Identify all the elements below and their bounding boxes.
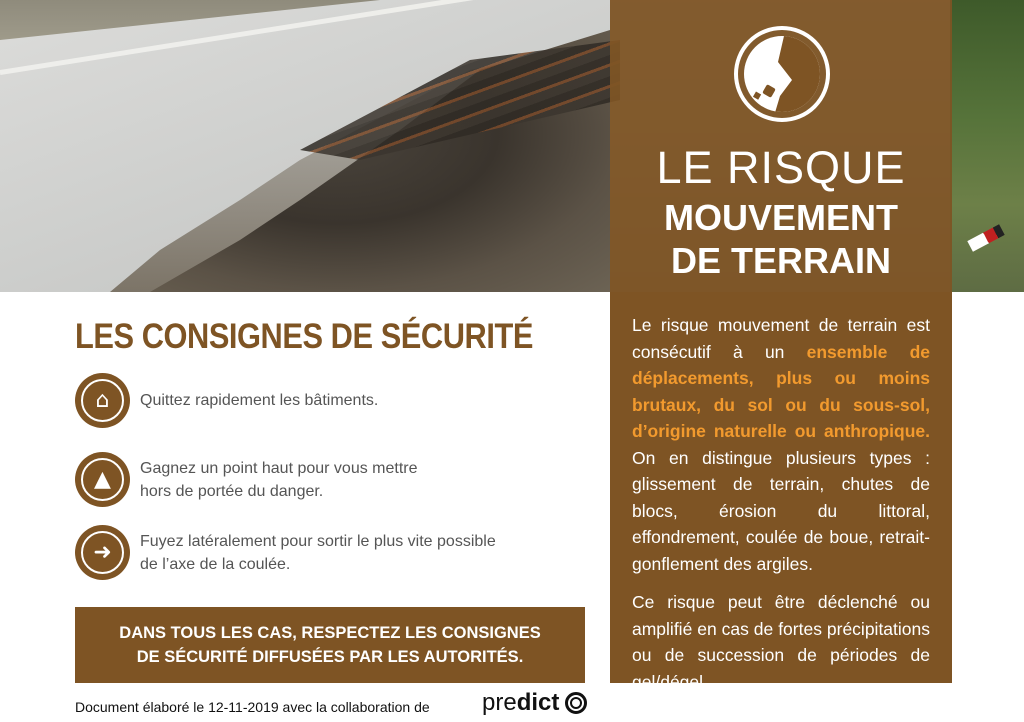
safety-item-line: Gagnez un point haut pour vous mettre	[140, 459, 418, 477]
footer-credit: Document élaboré le 12-11-2019 avec la collaboration de	[75, 699, 430, 715]
safety-item-line: de l’axe de la coulée.	[140, 555, 291, 573]
title-line-1: LE RISQUE	[656, 142, 906, 193]
leave-building-icon: ⌂	[75, 373, 130, 428]
risk-description	[632, 312, 930, 695]
description-types: On en distingue plusieurs types : glissement de terrain, chutes de blocs, érosion du littoral, effondrement, coulée de boue, retrait-gonflement des argiles.	[632, 447, 930, 574]
flee-sideways-icon: ➜	[75, 525, 130, 580]
landslide-icon	[734, 26, 830, 122]
safety-item-text	[140, 389, 378, 412]
description-highlight: ensemble de déplacements, plus ou moins brutaux, du sol ou du sous-sol, d’origine naturelle ou anthropique.	[632, 341, 930, 441]
predict-logo-part-1: pre	[482, 689, 517, 716]
title-line-3: DE TERRAIN	[670, 240, 891, 281]
safety-item-flee-sideways	[75, 525, 595, 580]
authorities-alert-box	[75, 607, 585, 683]
description-intro: Le risque mouvement de terrain est consécutif à un	[632, 315, 930, 362]
safety-item-line: Quittez rapidement les bâtiments.	[140, 392, 379, 409]
safety-item-text	[140, 530, 496, 576]
safety-heading: LES CONSIGNES DE SÉCURITÉ	[75, 317, 533, 356]
safety-item-high-ground	[75, 452, 595, 507]
spiral-icon	[565, 692, 587, 714]
high-ground-icon: ▲	[75, 452, 130, 507]
predict-logo-part-2: dict	[516, 689, 560, 716]
safety-item-text	[140, 457, 418, 503]
alert-line-1: DANS TOUS LES CAS, RESPECTEZ LES CONSIGNES	[119, 624, 541, 642]
description-paragraph-2: Ce risque peut être déclenché ou amplifié en cas de fortes précipitations ou de succession de périodes de gel/dégel.	[632, 592, 930, 692]
safety-item-leave-buildings	[75, 373, 595, 428]
safety-item-line: Fuyez latéralement pour sortir le plus vite possible	[140, 532, 496, 550]
landslide-icon-inner	[744, 36, 820, 112]
predict-logo	[482, 689, 587, 717]
safety-item-line: hors de portée du danger.	[140, 482, 324, 500]
alert-line-2: DE SÉCURITÉ DIFFUSÉES PAR LES AUTORITÉS.	[136, 648, 524, 666]
photo-vegetation	[950, 0, 1024, 292]
description-paragraph-1	[632, 312, 930, 577]
title-line-2: MOUVEMENT	[664, 197, 898, 238]
